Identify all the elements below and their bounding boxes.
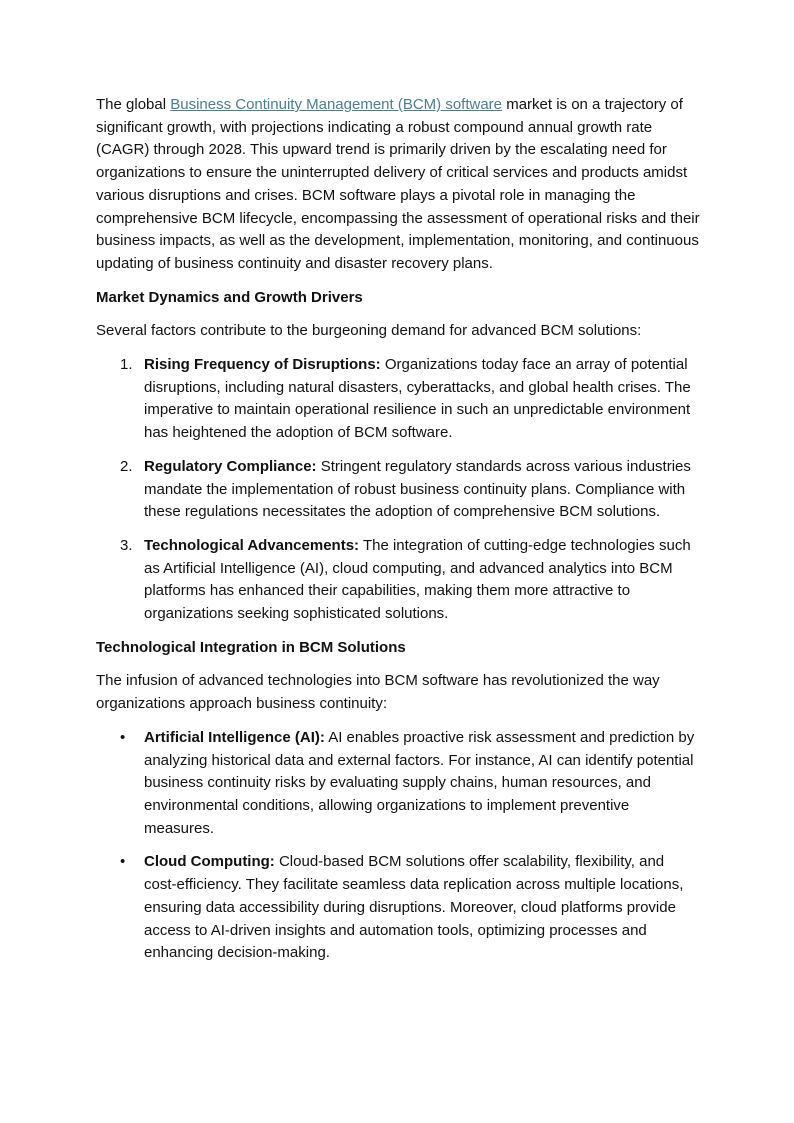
section-lead-paragraph-technological-integration: The infusion of advanced technologies into BCM software has revolutionized the way organizations approach business continuity: (96, 672, 660, 713)
bullet-icon: • (120, 728, 126, 746)
section-heading-technological-integration: Technological Integration in BCM Solutions (96, 638, 406, 656)
list-item-title: Rising Frequency of Disruptions: (144, 356, 381, 374)
list-item-text: Cloud-based BCM solutions offer scalability, flexibility, and cost-efficiency. They facilitate seamless data replication across multiple locations, ensuring data accessibility during disruptions. Moreover, cloud platforms provide access to AI-driven insights and automation tools, optimizing processes and enhancing decision-making. (144, 853, 684, 962)
list-item-title: Cloud Computing: (144, 853, 275, 871)
section-heading-market-dynamics: Market Dynamics and Growth Drivers (96, 288, 363, 306)
intro-text-after-link: market is on a trajectory of significant growth, with projections indicating a robust compound annual growth rate (CAGR) through 2028. This upward trend is primarily driven by the escalating need for organizations to ensure the uninterrupted delivery of critical services and products amidst various disruptions and crises. BCM software plays a pivotal role in managing the comprehensive BCM lifecycle, encompassing the assessment of operational risks and their business impacts, as well as the development, implementation, monitoring, and continuous updating of business continuity and disaster recovery plans. (96, 96, 700, 272)
list-item-title: Regulatory Compliance: (144, 457, 317, 475)
document-page (96, 94, 700, 976)
list-item-text: Organizations today face an array of potential disruptions, including natural disasters, cyberattacks, and global health crises. The imperative to maintain operational resilience in such an unpredictable environment has heightened the adoption of BCM software. (144, 356, 691, 442)
list-item-text: Stringent regulatory standards across various industries mandate the implementation of robust business continuity plans. Compliance with these regulations necessitates the adoption of comprehensive BCM solutions. (144, 457, 691, 521)
bcm-software-link[interactable]: Business Continuity Management (BCM) software (170, 96, 503, 113)
list-number: 3. (120, 536, 133, 554)
list-item (96, 456, 700, 524)
list-item-title: Technological Advancements: (144, 536, 360, 554)
technology-list (96, 727, 700, 965)
list-item (96, 851, 700, 965)
list-item (96, 354, 700, 445)
intro-paragraph (96, 94, 700, 276)
list-number: 1. (120, 356, 133, 374)
bullet-icon: • (120, 853, 126, 871)
list-item-text: AI enables proactive risk assessment and prediction by analyzing historical data and external factors. For instance, AI can identify potential business continuity risks by evaluating supply chains, human resources, and environmental conditions, allowing organizations to implement preventive measures. (144, 728, 695, 837)
growth-drivers-list (96, 354, 700, 626)
list-item (96, 727, 700, 841)
list-item (96, 535, 700, 626)
section-lead-paragraph-market-dynamics: Several factors contribute to the burgeoning demand for advanced BCM solutions: (96, 322, 642, 340)
list-item-title: Artificial Intelligence (AI): (144, 728, 325, 746)
list-number: 2. (120, 457, 133, 475)
list-item-text: The integration of cutting-edge technologies such as Artificial Intelligence (AI), cloud computing, and advanced analytics into BCM platforms has enhanced their capabilities, making them more attractive to organizations seeking sophisticated solutions. (144, 536, 691, 623)
intro-text-before-link: The global (96, 96, 171, 113)
